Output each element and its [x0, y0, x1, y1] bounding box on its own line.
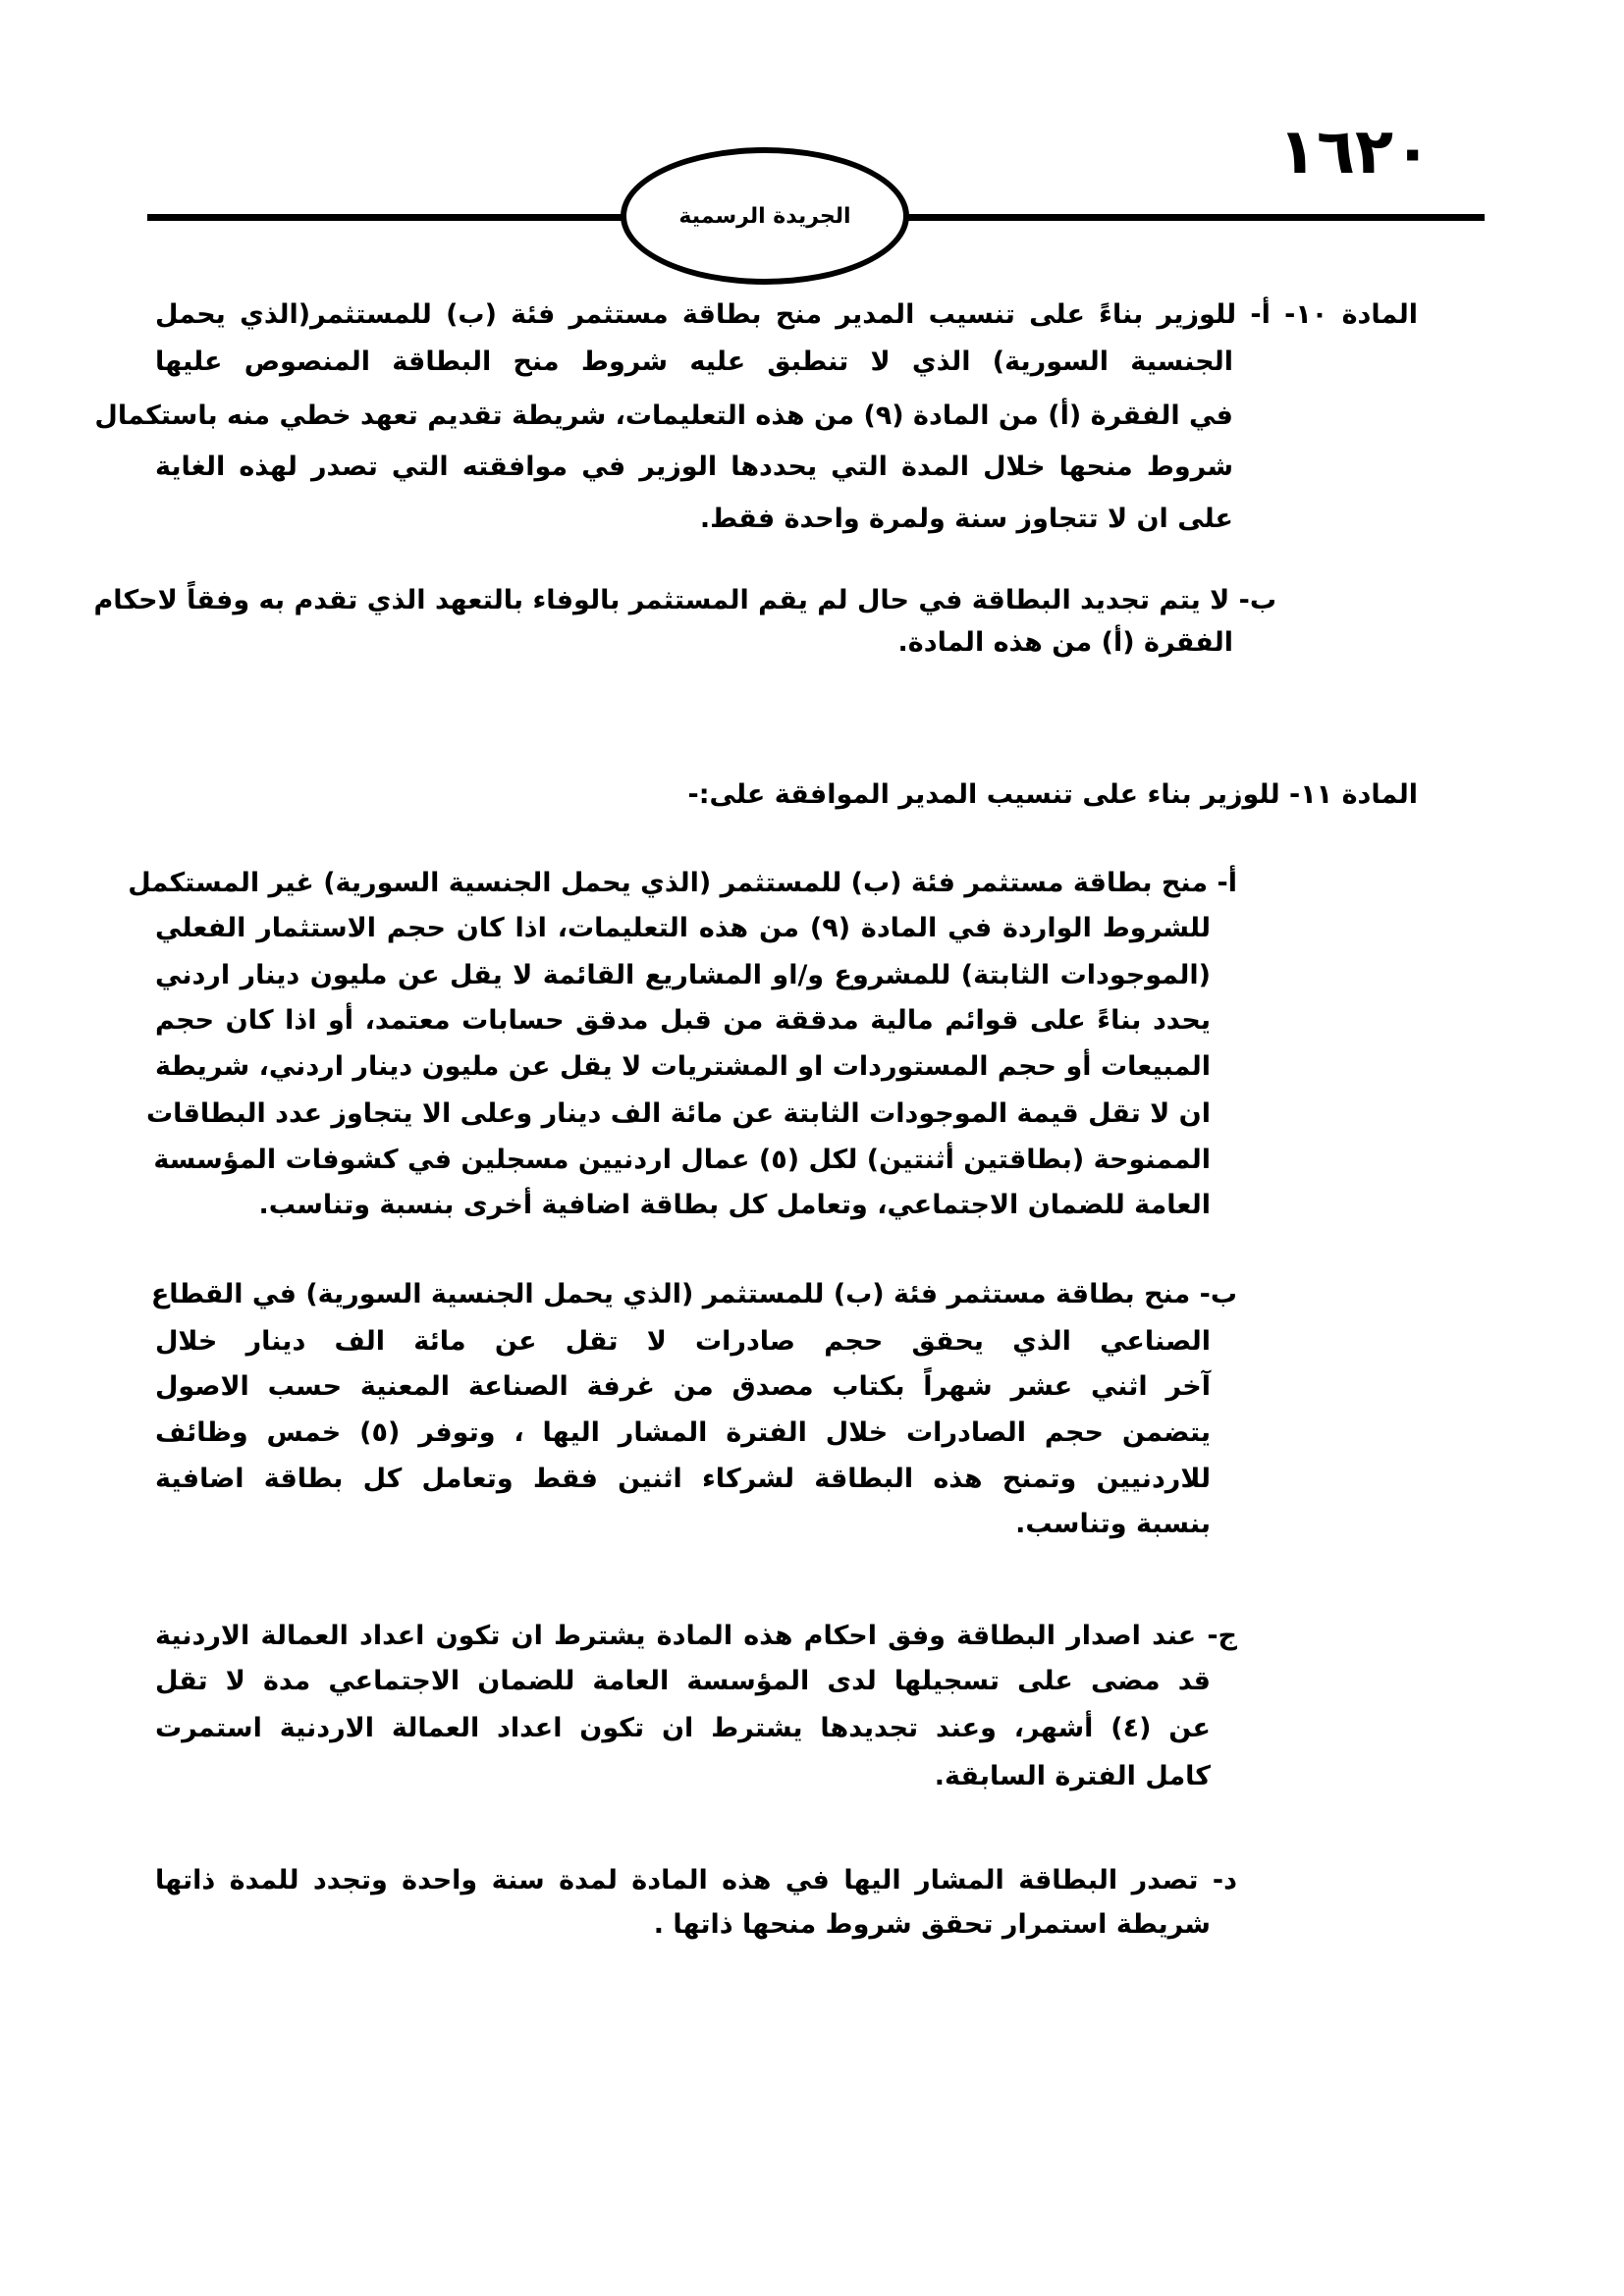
text-line: د- تصدر البطاقة المشار اليها في هذه المادة لمدة سنة واحدة وتجدد للمدة ذاتها — [155, 1865, 1237, 1896]
text-line: ج- عند اصدار البطاقة وفق احكام هذه المادة يشترط ان تكون اعداد العمالة الاردنية — [155, 1621, 1237, 1651]
text-line: أ- منح بطاقة مستثمر فئة (ب) للمستثمر (الذي يحمل الجنسية السورية) غير المستكمل — [128, 868, 1237, 898]
text-line: عن (٤) أشهر، وعند تجديدها يشترط ان تكون اعداد العمالة الاردنية استمرت — [155, 1713, 1211, 1743]
text-line: قد مضى على تسجيلها لدى المؤسسة العامة للضمان الاجتماعي مدة لا تقل — [155, 1666, 1211, 1696]
text-line: يحدد بناءً على قوائم مالية مدققة من قبل مدقق حسابات معتمد، أو اذا كان حجم — [155, 1005, 1211, 1036]
text-line: الجنسية السورية) الذي لا تنطبق عليه شروط منح البطاقة المنصوص عليها — [155, 347, 1233, 377]
text-line: الممنوحة (بطاقتين أثنتين) لكل (٥) عمال اردنيين مسجلين في كشوفات المؤسسة — [153, 1145, 1211, 1175]
text-line: يتضمن حجم الصادرات خلال الفترة المشار اليها ، وتوفر (٥) خمس وظائف — [155, 1417, 1211, 1448]
text-line: كامل الفترة السابقة. — [934, 1761, 1211, 1791]
text-line: الصناعي الذي يحقق حجم صادرات لا تقل عن مائة الف دينار خلال — [155, 1326, 1211, 1357]
gazette-title: الجريدة الرسمية — [678, 203, 851, 229]
text-line: المادة ١٠- أ- للوزير بناءً على تنسيب المدير منح بطاقة مستثمر فئة (ب) للمستثمر(الذي يحمل — [155, 299, 1418, 330]
page-number: ١٦٢٠ — [1277, 116, 1433, 188]
text-line: المادة ١١- للوزير بناء على تنسيب المدير الموافقة على:- — [687, 779, 1418, 810]
gazette-seal — [621, 147, 909, 285]
text-line: آخر اثني عشر شهراً بكتاب مصدق من غرفة الصناعة المعنية حسب الاصول — [155, 1371, 1211, 1402]
text-line: للاردنيين وتمنح هذه البطاقة لشركاء اثنين فقط وتعامل كل بطاقة اضافية — [155, 1464, 1211, 1494]
text-line: بنسبة وتناسب. — [1015, 1509, 1211, 1539]
text-line: على ان لا تتجاوز سنة ولمرة واحدة فقط. — [699, 504, 1233, 534]
text-line: للشروط الواردة في المادة (٩) من هذه التعليمات، اذا كان حجم الاستثمار الفعلي — [155, 913, 1212, 943]
text-line: شريطة استمرار تحقق شروط منحها ذاتها . — [653, 1909, 1211, 1940]
text-line: العامة للضمان الاجتماعي، وتعامل كل بطاقة اضافية أخرى بنسبة وتناسب. — [258, 1190, 1211, 1220]
text-line: ان لا تقل قيمة الموجودات الثابتة عن مائة الف دينار وعلى الا يتجاوز عدد البطاقات — [145, 1098, 1211, 1129]
text-line: شروط منحها خلال المدة التي يحددها الوزير في موافقته التي تصدر لهذه الغاية — [155, 452, 1233, 482]
text-line: (الموجودات الثابتة) للمشروع و/او المشاريع القائمة لا يقل عن مليون دينار اردني — [155, 960, 1211, 990]
text-line: الفقرة (أ) من هذه المادة. — [897, 627, 1233, 658]
text-line: ب- لا يتم تجديد البطاقة في حال لم يقم المستثمر بالوفاء بالتعهد الذي تقدم به وفقاً لاحكام — [93, 585, 1276, 615]
text-line: ب- منح بطاقة مستثمر فئة (ب) للمستثمر (الذي يحمل الجنسية السورية) في القطاع — [150, 1279, 1237, 1309]
text-line: المبيعات أو حجم المستوردات او المشتريات لا يقل عن مليون دينار اردني، شريطة — [155, 1051, 1211, 1082]
text-line: في الفقرة (أ) من المادة (٩) من هذه التعليمات، شريطة تقديم تعهد خطي منه باستكمال — [94, 400, 1233, 431]
